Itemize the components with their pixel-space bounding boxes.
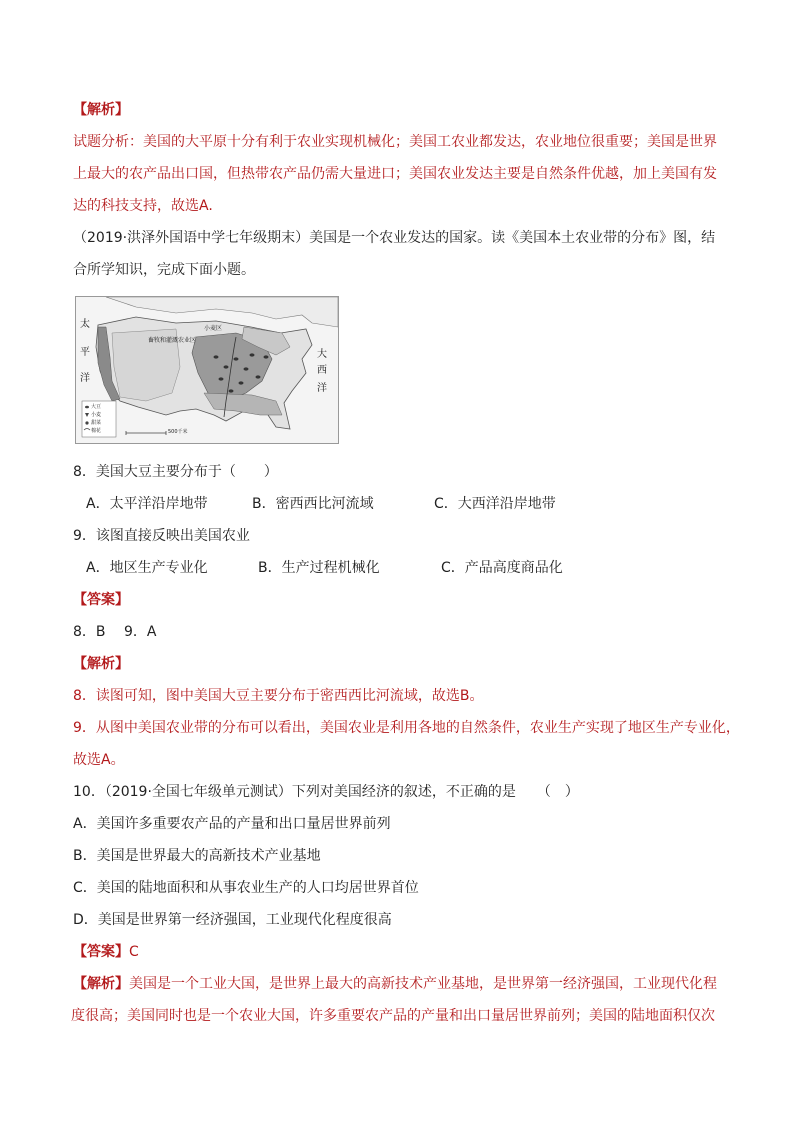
q9-option-a: A．地区生产专业化 (86, 560, 208, 576)
q10-option-d: D．美国是世界第一经济强国，工业现代化程度很高 (73, 912, 392, 928)
analysis-heading: 【解析】 (73, 102, 129, 118)
analysis-text-line: 故选A。 (73, 752, 125, 768)
map-drawing (76, 297, 338, 443)
answer-text: C (129, 944, 139, 960)
analysis-text-line: 美国是一个工业大国，是世界上最大的高新技术产业基地，是世界第一经济强国，工业现代化程 (129, 976, 717, 992)
q8-option-b: B．密西西比河流域 (252, 496, 374, 512)
map-wheat-label: 小麦区 (204, 325, 223, 332)
question-intro-line: 合所学知识，完成下面小题。 (73, 262, 255, 278)
legend-wheat: 小麦 (91, 412, 102, 418)
legend-cotton: 棉花 (91, 428, 102, 434)
atlantic-label-1: 大 (317, 349, 327, 360)
legend-soybean: 大豆 (91, 404, 102, 410)
map-region-label: 畜牧和灌溉农业区 (148, 337, 197, 344)
analysis-heading: 【解析】 (73, 976, 129, 992)
analysis-3-line-1 (73, 974, 717, 994)
q8-option-c: C．大西洋沿岸地带 (434, 496, 556, 512)
q9-option-c: C．产品高度商品化 (441, 560, 563, 576)
map-scale-label: 500千米 (168, 429, 188, 435)
question-intro-line: （2019·洪泽外国语中学七年级期末）美国是一个农业发达的国家。读《美国本土农业带的分布》图，结 (73, 230, 716, 246)
question-8-stem: 8．美国大豆主要分布于（ ） (73, 464, 278, 480)
pacific-label-1: 太 (80, 319, 90, 330)
analysis-text-line: 9．从图中美国农业带的分布可以看出，美国农业是利用各地的自然条件，农业生产实现了地区生产专业化， (73, 720, 740, 736)
q9-option-b: B．生产过程机械化 (258, 560, 380, 576)
analysis-text-line: 度很高；美国同时也是一个农业大国，许多重要农产品的产量和出口量居世界前列；美国的陆地面积仅次 (71, 1008, 715, 1024)
q10-option-b: B．美国是世界最大的高新技术产业基地 (73, 848, 321, 864)
legend-sugarbeet: 甜菜 (91, 420, 102, 426)
q10-option-c: C．美国的陆地面积和从事农业生产的人口均居世界首位 (73, 880, 419, 896)
analysis-text-line: 上最大的农产品出口国，但热带农产品仍需大量进口；美国农业发达主要是自然条件优越，加上美国有发 (73, 166, 717, 182)
us-agriculture-map (75, 296, 339, 444)
analysis-text-line: 达的科技支持，故选A. (73, 198, 213, 214)
analysis-heading: 【解析】 (73, 656, 129, 672)
question-10-stem: 10．（2019·全国七年级单元测试）下列对美国经济的叙述，不正确的是 （ ） (73, 784, 579, 800)
pacific-label-3: 洋 (80, 373, 90, 384)
analysis-text-line: 试题分析：美国的大平原十分有利于农业实现机械化；美国工农业都发达，农业地位很重要；美国是世界 (73, 134, 717, 150)
answer-heading: 【答案】 (73, 944, 129, 960)
answer-2 (73, 942, 139, 962)
question-9-stem: 9．该图直接反映出美国农业 (73, 528, 250, 544)
atlantic-label-2: 西 (317, 365, 327, 376)
answer-text: 8．B 9．A (73, 624, 157, 640)
atlantic-label-3: 洋 (317, 383, 327, 394)
q8-option-a: A．太平洋沿岸地带 (86, 496, 208, 512)
analysis-text-line: 8．读图可知，图中美国大豆主要分布于密西西比河流域，故选B。 (73, 688, 484, 704)
pacific-label-2: 平 (80, 347, 90, 358)
answer-heading: 【答案】 (73, 592, 129, 608)
q10-option-a: A．美国许多重要农产品的产量和出口量居世界前列 (73, 816, 391, 832)
